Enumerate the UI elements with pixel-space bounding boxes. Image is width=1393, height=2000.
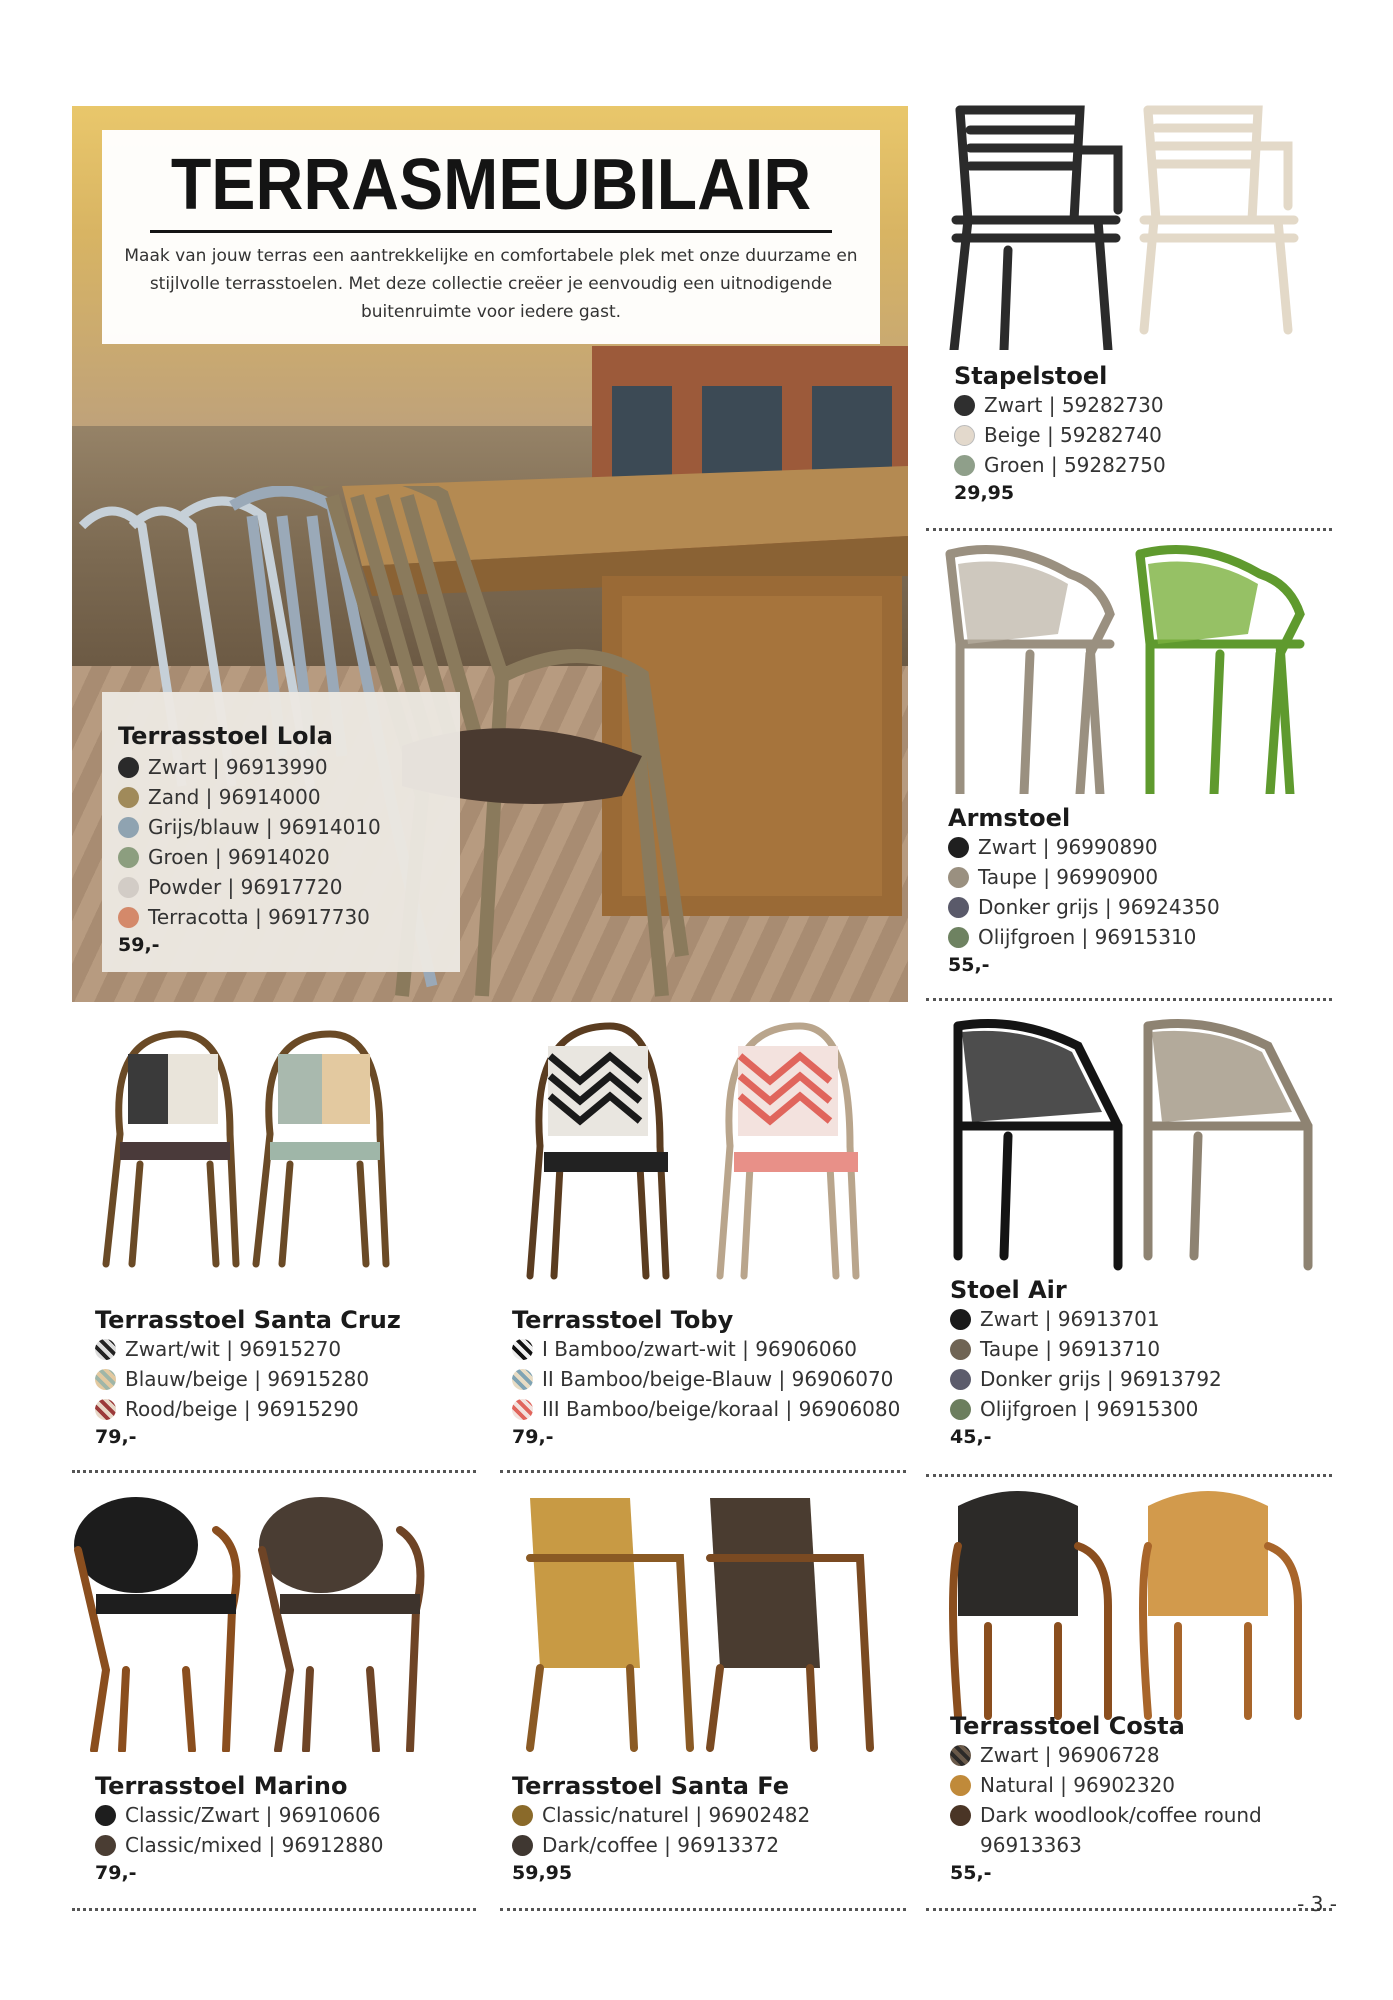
swatch-icon [512, 1339, 533, 1360]
variant-label: Powder | 96917720 [148, 875, 343, 899]
product-name: Terrasstoel Toby [512, 1306, 734, 1334]
variant-label: Zwart | 96990890 [978, 835, 1158, 859]
variant-label: Zand | 96914000 [148, 785, 321, 809]
variant-label: Classic/Zwart | 96910606 [125, 1803, 381, 1827]
costa-image [948, 1486, 1328, 1722]
swatch-icon [950, 1339, 971, 1360]
variant-label: Groen | 59282750 [984, 453, 1166, 477]
page-title: TERRASMEUBILAIR [170, 145, 812, 225]
product-card-santafe [512, 1772, 810, 1884]
swatch-icon [512, 1369, 533, 1390]
variant-row [954, 450, 1166, 480]
variant-label: Dark/coffee | 96913372 [542, 1833, 780, 1857]
variant-label: Donker grijs | 96924350 [978, 895, 1220, 919]
product-price: 79,- [512, 1426, 554, 1448]
intro-text: Maak van jouw terras een aantrekkelijke en comfortabele plek met onze duurzame en stijlvolle terrasstoelen. Met deze collectie creëer je eenvoudig een uitnodigende buitenruimte voor iedere gast. [124, 246, 858, 322]
divider [926, 528, 1332, 531]
variant-row [95, 1830, 383, 1860]
variant-label: Donker grijs | 96913792 [980, 1367, 1222, 1391]
variant-row [948, 892, 1220, 922]
variant-row [95, 1800, 383, 1830]
swatch-icon [950, 1805, 971, 1826]
swatch-icon [118, 847, 139, 868]
product-card-air [950, 1276, 1222, 1448]
variant-row [948, 862, 1220, 892]
variant-row [118, 872, 381, 902]
swatch-icon [95, 1339, 116, 1360]
swatch-icon [512, 1835, 533, 1856]
swatch-icon [95, 1835, 116, 1856]
variant-row [954, 420, 1166, 450]
swatch-icon [954, 395, 975, 416]
swatch-icon [95, 1399, 116, 1420]
variant-row [950, 1740, 1262, 1770]
variant-label: Classic/naturel | 96902482 [542, 1803, 811, 1827]
product-price: 79,- [95, 1862, 137, 1884]
product-price: 45,- [950, 1426, 992, 1448]
product-card-lola [102, 692, 460, 972]
product-name: Terrasstoel Santa Cruz [95, 1306, 401, 1334]
product-price: 55,- [950, 1862, 992, 1884]
swatch-icon [954, 425, 975, 446]
product-name: Armstoel [948, 804, 1071, 832]
variant-label: II Bamboo/beige-Blauw | 96906070 [542, 1367, 894, 1391]
variant-label: Blauw/beige | 96915280 [125, 1367, 370, 1391]
product-name: Terrasstoel Santa Fe [512, 1772, 790, 1800]
swatch-icon [950, 1369, 971, 1390]
variant-row [512, 1334, 900, 1364]
variant-row [118, 842, 381, 872]
product-name: Terrasstoel Costa [950, 1712, 1185, 1740]
variant-label: Zwart | 96913701 [980, 1307, 1160, 1331]
product-price: 79,- [95, 1426, 137, 1448]
variant-row [950, 1364, 1222, 1394]
variant-row [118, 752, 381, 782]
variant-row [118, 782, 381, 812]
variant-label: Groen | 96914020 [148, 845, 330, 869]
variant-label: Taupe | 96990900 [978, 865, 1159, 889]
variant-label: Dark woodlook/coffee round [980, 1803, 1262, 1827]
variant-row [954, 390, 1166, 420]
variant-label: Terracotta | 96917730 [148, 905, 370, 929]
product-price: 29,95 [954, 482, 1015, 504]
variant-label: Beige | 59282740 [984, 423, 1162, 447]
variant-row [512, 1830, 810, 1860]
marino-image [66, 1490, 466, 1752]
divider [926, 1908, 1332, 1911]
variant-label: I Bamboo/zwart-wit | 96906060 [542, 1337, 858, 1361]
swatch-icon [512, 1399, 533, 1420]
variant-row [950, 1800, 1262, 1830]
swatch-icon [950, 1775, 971, 1796]
variant-extra-line: 96913363 [980, 1833, 1082, 1857]
variant-row [950, 1334, 1222, 1364]
stapelstoel-image [948, 100, 1328, 350]
product-price: 59,95 [512, 1862, 573, 1884]
title-panel [102, 130, 880, 344]
divider [500, 1470, 906, 1473]
product-name: Terrasstoel Lola [118, 722, 333, 750]
variant-label: Zwart | 96913990 [148, 755, 328, 779]
variant-row [950, 1770, 1262, 1800]
variant-row [948, 922, 1220, 952]
swatch-icon [950, 1745, 971, 1766]
swatch-icon [948, 927, 969, 948]
variant-row [118, 812, 381, 842]
product-name: Stoel Air [950, 1276, 1067, 1304]
swatch-icon [512, 1805, 533, 1826]
variant-label: III Bamboo/beige/koraal | 96906080 [542, 1397, 901, 1421]
swatch-icon [954, 455, 975, 476]
variant-label: Grijs/blauw | 96914010 [148, 815, 381, 839]
variant-label: Taupe | 96913710 [980, 1337, 1161, 1361]
swatch-icon [118, 907, 139, 928]
armstoel-image [940, 544, 1330, 794]
variant-row [118, 902, 381, 932]
divider [926, 1474, 1332, 1477]
variant-row [512, 1364, 900, 1394]
swatch-icon [950, 1309, 971, 1330]
variant-row [512, 1800, 810, 1830]
santacruz-image [100, 1024, 470, 1274]
variant-label: Olijfgroen | 96915300 [980, 1397, 1199, 1421]
air-image [948, 1016, 1328, 1272]
product-price: 55,- [948, 954, 990, 976]
swatch-icon [118, 877, 139, 898]
swatch-icon [95, 1805, 116, 1826]
divider [926, 998, 1332, 1001]
variant-row [950, 1394, 1222, 1424]
variant-row [95, 1394, 401, 1424]
variant-label: Natural | 96902320 [980, 1773, 1176, 1797]
toby-image [520, 1016, 910, 1292]
swatch-icon [948, 867, 969, 888]
divider [72, 1470, 476, 1473]
variant-label: Zwart | 59282730 [984, 393, 1164, 417]
variant-row [950, 1304, 1222, 1334]
swatch-icon [118, 787, 139, 808]
product-card-stapelstoel [954, 362, 1166, 504]
swatch-icon [948, 897, 969, 918]
santafe-image [520, 1488, 900, 1752]
product-card-marino [95, 1772, 383, 1884]
variant-row [512, 1394, 900, 1424]
product-name: Stapelstoel [954, 362, 1108, 390]
product-price: 59,- [118, 934, 160, 956]
variant-label: Zwart/wit | 96915270 [125, 1337, 342, 1361]
divider [500, 1908, 906, 1911]
product-card-santacruz [95, 1306, 401, 1448]
swatch-icon [118, 757, 139, 778]
variant-row [95, 1334, 401, 1364]
product-card-armstoel [948, 804, 1220, 976]
product-name: Terrasstoel Marino [95, 1772, 348, 1800]
variant-label: Olijfgroen | 96915310 [978, 925, 1197, 949]
swatch-icon [950, 1399, 971, 1420]
title-underline [150, 230, 832, 233]
variant-label: Rood/beige | 96915290 [125, 1397, 359, 1421]
product-card-toby [512, 1306, 900, 1448]
product-card-costa [950, 1712, 1262, 1884]
page-number: - 3 - [1297, 1892, 1337, 1916]
divider [72, 1908, 476, 1911]
swatch-icon [118, 817, 139, 838]
swatch-icon [95, 1369, 116, 1390]
variant-label: Zwart | 96906728 [980, 1743, 1160, 1767]
variant-label: Classic/mixed | 96912880 [125, 1833, 384, 1857]
swatch-icon [948, 837, 969, 858]
variant-row [95, 1364, 401, 1394]
variant-row [948, 832, 1220, 862]
